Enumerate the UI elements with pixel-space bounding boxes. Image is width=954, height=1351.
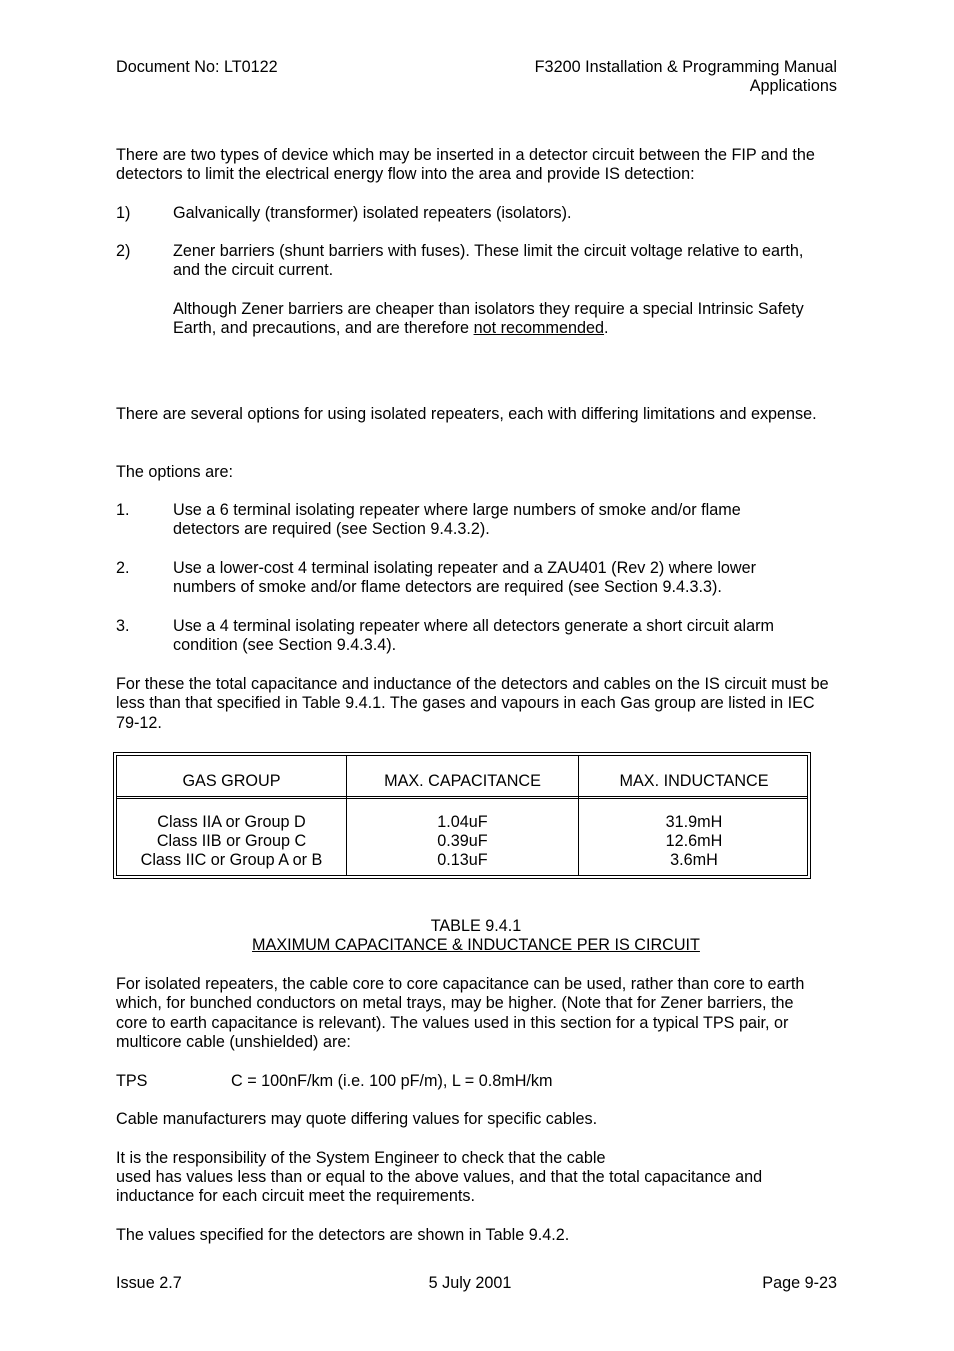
zener-note-end: .	[604, 319, 609, 338]
options-intro: There are several options for using isolated repeaters, each with differing limitations and expense.	[116, 405, 817, 423]
manual-title: F3200 Installation & Programming Manual	[534, 58, 837, 76]
table-caption-number: TABLE 9.4.1	[430, 917, 522, 935]
table-cell: Class IIC or Group A or B	[140, 851, 323, 869]
section-name: Applications	[749, 77, 837, 95]
zener-note-text: Although Zener barriers are cheaper than isolators they require a special Intrinsic Safety Earth, and precautions, and are therefore	[173, 300, 804, 338]
option-number: 3.	[116, 617, 130, 635]
document-number: Document No: LT0122	[116, 58, 278, 76]
table-header-gas-group: GAS GROUP	[182, 772, 281, 790]
option-number: 2.	[116, 559, 130, 577]
detectors-note: The values specified for the detectors are shown in Table 9.4.2.	[116, 1226, 570, 1244]
list-item-text: Zener barriers (shunt barriers with fuses). These limit the circuit voltage relative to earth, and the circuit current.	[173, 242, 804, 280]
intro-paragraph: There are two types of device which may be inserted in a detector circuit between the FIP and the detectors to limit the electrical energy flow into the area and provide IS detection:	[116, 146, 815, 184]
option-text: Use a 6 terminal isolating repeater where large numbers of smoke and/or flame detectors are required (see Section 9.4.3.2).	[173, 501, 741, 539]
table-cell: 0.13uF	[437, 851, 488, 869]
responsibility-line-2: used has values less than or equal to the above values, and that the total capacitance and inductance for each circuit meet the requirements.	[116, 1168, 763, 1206]
table-cell: Class IIA or Group D	[157, 813, 306, 831]
option-text: Use a 4 terminal isolating repeater where all detectors generate a short circuit alarm condition (see Section 9.4.3.4).	[173, 617, 775, 655]
table-cell: Class IIB or Group C	[156, 832, 307, 850]
list-item-number: 1)	[116, 204, 131, 222]
table-caption-title	[116, 936, 836, 955]
tps-values: C = 100nF/km (i.e. 100 pF/m), L = 0.8mH/km	[231, 1072, 553, 1090]
footer-issue: Issue 2.7	[116, 1274, 182, 1292]
footer-date: 5 July 2001	[428, 1274, 512, 1292]
gas-group-table	[113, 752, 811, 879]
responsibility-line-1: It is the responsibility of the System Engineer to check that the cable	[116, 1149, 606, 1167]
tps-label: TPS	[116, 1072, 148, 1090]
table-cell: 0.39uF	[437, 832, 488, 850]
manufacturers-note: Cable manufacturers may quote differing values for specific cables.	[116, 1110, 598, 1128]
table-header-inductance: MAX. INDUCTANCE	[619, 772, 769, 790]
table-intro: For these the total capacitance and inductance of the detectors and cables on the IS circuit must be less than that specified in Table 9.4.1. The gases and vapours in each Gas group are listed in IEC 79-12.	[116, 675, 829, 732]
list-item-number: 2)	[116, 242, 131, 260]
not-recommended-text: not recommended	[473, 319, 605, 338]
table-cell: 3.6mH	[670, 851, 718, 869]
footer-page: Page 9-23	[762, 1274, 837, 1292]
table-caption-title-text: MAXIMUM CAPACITANCE & INDUCTANCE PER IS CIRCUIT	[252, 936, 700, 954]
option-text: Use a lower-cost 4 terminal isolating repeater and a ZAU401 (Rev 2) where lower numbers of smoke and/or flame detectors are required (see Section 9.4.3.3).	[173, 559, 757, 597]
cable-paragraph: For isolated repeaters, the cable core to core capacitance can be used, rather than core to earth which, for bunched conductors on metal trays, may be higher. (Note that for Zener barriers, the core to earth capacitance is relevant). The values used in this section for a typical TPS pair, or multicore cable (unshielded) are:	[116, 975, 805, 1051]
table-cell: 1.04uF	[437, 813, 488, 831]
table-header-capacitance: MAX. CAPACITANCE	[384, 772, 541, 790]
option-number: 1.	[116, 501, 130, 519]
options-label: The options are:	[116, 463, 233, 481]
table-cell: 31.9mH	[665, 813, 723, 831]
zener-note	[173, 300, 813, 339]
table-cell: 12.6mH	[665, 832, 723, 850]
list-item-text: Galvanically (transformer) isolated repeaters (isolators).	[173, 204, 572, 222]
